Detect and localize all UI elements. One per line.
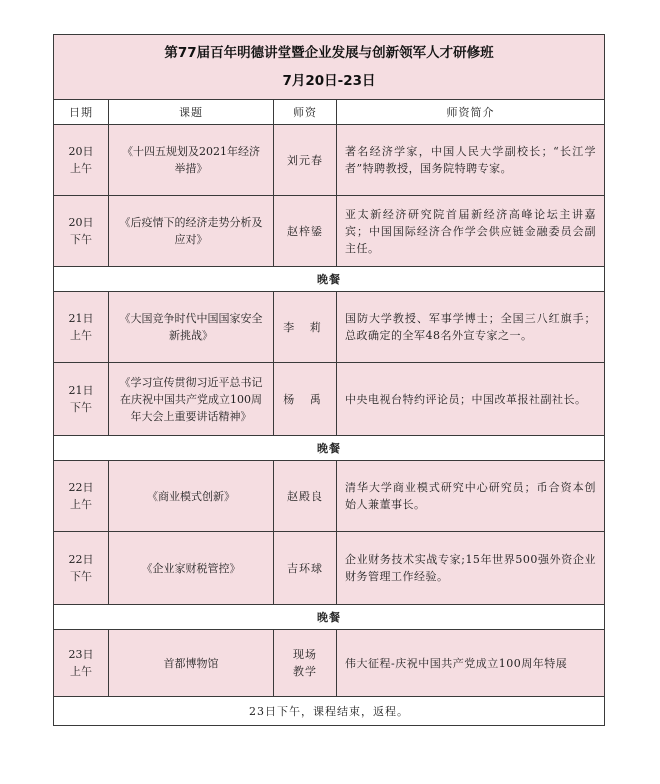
session-period: 上午 <box>70 665 92 678</box>
session-bio: 亚太新经济研究院首届新经济高峰论坛主讲嘉宾；中国国际经济合作学会供应链金融委员会副主任。 <box>337 196 605 267</box>
session-bio: 国防大学教授、军事学博士；全国三八红旗手；总政确定的全军48名外宣专家之一。 <box>337 292 605 363</box>
session-bio: 中央电视台特约评论员；中国改革报社副社长。 <box>337 363 605 436</box>
header-topic: 课题 <box>109 100 274 125</box>
table-row <box>54 196 605 267</box>
session-day: 20日 <box>68 145 94 158</box>
header-row <box>54 100 605 125</box>
table-row <box>54 532 605 605</box>
session-bio: 伟大征程-庆祝中国共产党成立100周年特展 <box>337 630 605 697</box>
table-row <box>54 363 605 436</box>
session-time <box>54 363 109 436</box>
session-teacher: 刘元春 <box>274 125 337 196</box>
session-teacher: 赵梓鋈 <box>274 196 337 267</box>
session-day: 21日 <box>68 384 94 397</box>
session-time <box>54 461 109 532</box>
dinner-label: 晚餐 <box>54 267 605 292</box>
header-teacher: 师资 <box>274 100 337 125</box>
session-time <box>54 125 109 196</box>
closing-note: 23日下午，课程结束，返程。 <box>54 697 605 726</box>
table-row <box>54 461 605 532</box>
session-teacher <box>274 630 337 697</box>
schedule-table <box>53 34 605 726</box>
session-topic: 《大国竞争时代中国国家安全新挑战》 <box>109 292 274 363</box>
session-topic: 《学习宣传贯彻习近平总书记在庆祝中国共产党成立100周年大会上重要讲话精神》 <box>109 363 274 436</box>
session-period: 上午 <box>70 162 92 175</box>
dinner-label: 晚餐 <box>54 605 605 630</box>
session-teacher: 赵殿良 <box>274 461 337 532</box>
session-topic: 《后疫情下的经济走势分析及应对》 <box>109 196 274 267</box>
session-period: 下午 <box>70 570 92 583</box>
session-bio: 企业财务技术实战专家;15年世界500强外资企业财务管理工作经验。 <box>337 532 605 605</box>
session-day: 22日 <box>68 481 94 494</box>
session-topic: 首都博物馆 <box>109 630 274 697</box>
table-title <box>54 35 605 100</box>
dinner-row <box>54 436 605 461</box>
session-teacher: 吉环球 <box>274 532 337 605</box>
session-period: 上午 <box>70 329 92 342</box>
dinner-row <box>54 605 605 630</box>
header-date: 日期 <box>54 100 109 125</box>
program-dates: 7月20日-23日 <box>282 73 376 89</box>
session-time <box>54 292 109 363</box>
header-bio: 师资简介 <box>337 100 605 125</box>
session-topic: 《商业模式创新》 <box>109 461 274 532</box>
session-bio: 著名经济学家，中国人民大学副校长；“长江学者”特聘教授，国务院特聘专家。 <box>337 125 605 196</box>
teacher-line: 教学 <box>293 665 317 678</box>
teacher-line: 现场 <box>293 648 317 661</box>
session-bio: 清华大学商业模式研究中心研究员；币合资本创始人兼董事长。 <box>337 461 605 532</box>
session-day: 22日 <box>68 553 94 566</box>
session-teacher: 杨 禹 <box>274 363 337 436</box>
session-time <box>54 630 109 697</box>
session-period: 下午 <box>70 401 92 414</box>
session-teacher: 李 莉 <box>274 292 337 363</box>
program-title: 第77届百年明德讲堂暨企业发展与创新领军人才研修班 <box>164 45 494 61</box>
session-period: 上午 <box>70 498 92 511</box>
session-time <box>54 196 109 267</box>
dinner-label: 晚餐 <box>54 436 605 461</box>
session-day: 20日 <box>68 216 94 229</box>
session-topic: 《企业家财税管控》 <box>109 532 274 605</box>
session-day: 23日 <box>68 648 94 661</box>
closing-row <box>54 697 605 726</box>
session-topic: 《十四五规划及2021年经济举措》 <box>109 125 274 196</box>
table-row <box>54 125 605 196</box>
session-time <box>54 532 109 605</box>
table-row <box>54 630 605 697</box>
session-day: 21日 <box>68 312 94 325</box>
table-row <box>54 292 605 363</box>
session-period: 下午 <box>70 233 92 246</box>
dinner-row <box>54 267 605 292</box>
